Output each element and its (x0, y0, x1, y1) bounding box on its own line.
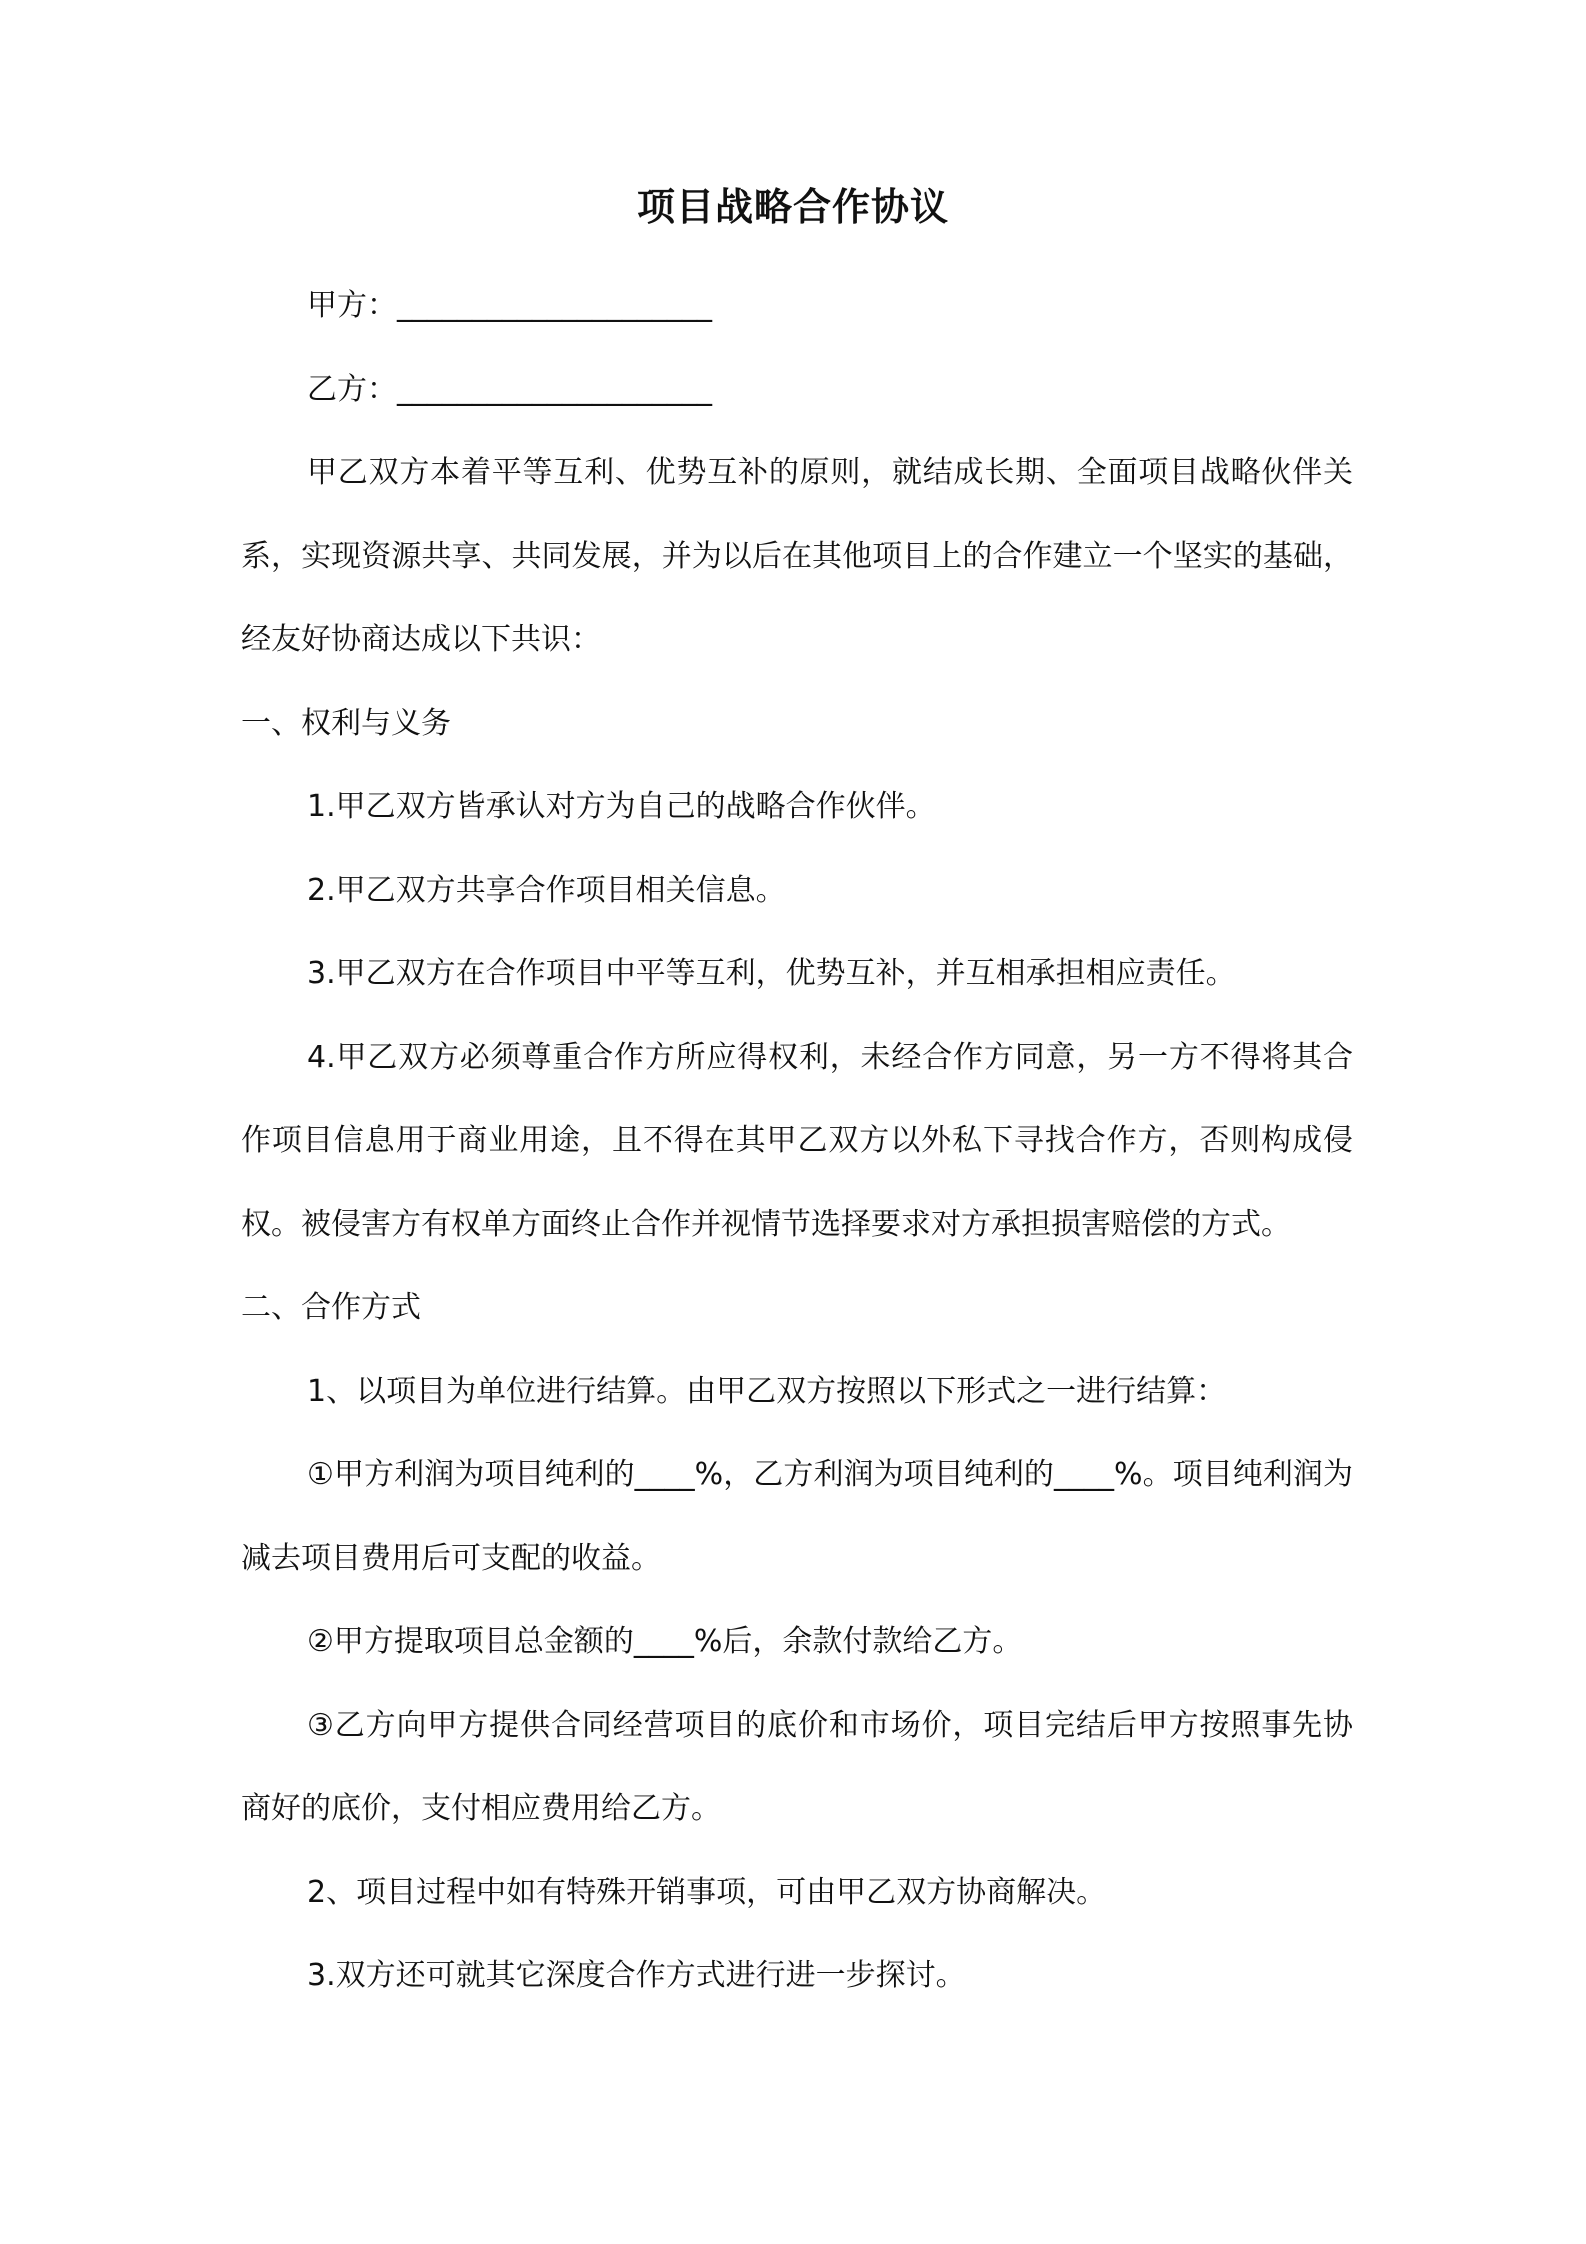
document-title: 项目战略合作协议 (636, 185, 949, 229)
document-body (241, 264, 1353, 2018)
clause-1-3: 3.甲乙双方在合作项目中平等互利，优势互补，并互相承担相应责任。 (307, 956, 1236, 991)
preamble-paragraph: 甲乙双方本着平等互利、优势互补的原则，就结成长期、全面项目战略伙伴关系，实现资源共享、共同发展，并为以后在其他项目上的合作建立一个坚实的基础，经友好协商达成以下共识： (241, 455, 1353, 657)
party-a-line: 甲方：_____________________ (307, 288, 712, 323)
clause-2-3: 3.双方还可就其它深度合作方式进行进一步探讨。 (307, 1958, 966, 1993)
clause-2-2: 2、项目过程中如有特殊开销事项，可由甲乙双方协商解决。 (307, 1874, 1107, 1910)
clause-2-1-option-1: ①甲方利润为项目纯利的____%，乙方利润为项目纯利的____%。项目纯利润为减去项目费用后可支配的收益。 (241, 1457, 1353, 1576)
clause-2-1-option-3: ③乙方向甲方提供合同经营项目的底价和市场价，项目完结后甲方按照事先协商好的底价，支付相应费用给乙方。 (241, 1707, 1353, 1826)
clause-1-1: 1.甲乙双方皆承认对方为自己的战略合作伙伴。 (307, 789, 936, 824)
clause-2-1-option-2: ②甲方提取项目总金额的____%后，余款付款给乙方。 (307, 1624, 1023, 1659)
clause-1-4: 4.甲乙双方必须尊重合作方所应得权利，未经合作方同意，另一方不得将其合作项目信息用于商业用途，且不得在其甲乙双方以外私下寻找合作方，否则构成侵权。被侵害方有权单方面终止合作并视情节选择要求对方承担损害赔偿的方式。 (241, 1039, 1353, 1242)
clause-2-1: 1、以项目为单位进行结算。由甲乙双方按照以下形式之一进行结算： (307, 1373, 1227, 1409)
clause-1-2: 2.甲乙双方共享合作项目相关信息。 (307, 872, 786, 908)
section-heading-cooperation: 二、合作方式 (241, 1290, 421, 1325)
party-b-line: 乙方：_____________________ (307, 371, 712, 407)
section-heading-rights: 一、权利与义务 (241, 705, 451, 741)
